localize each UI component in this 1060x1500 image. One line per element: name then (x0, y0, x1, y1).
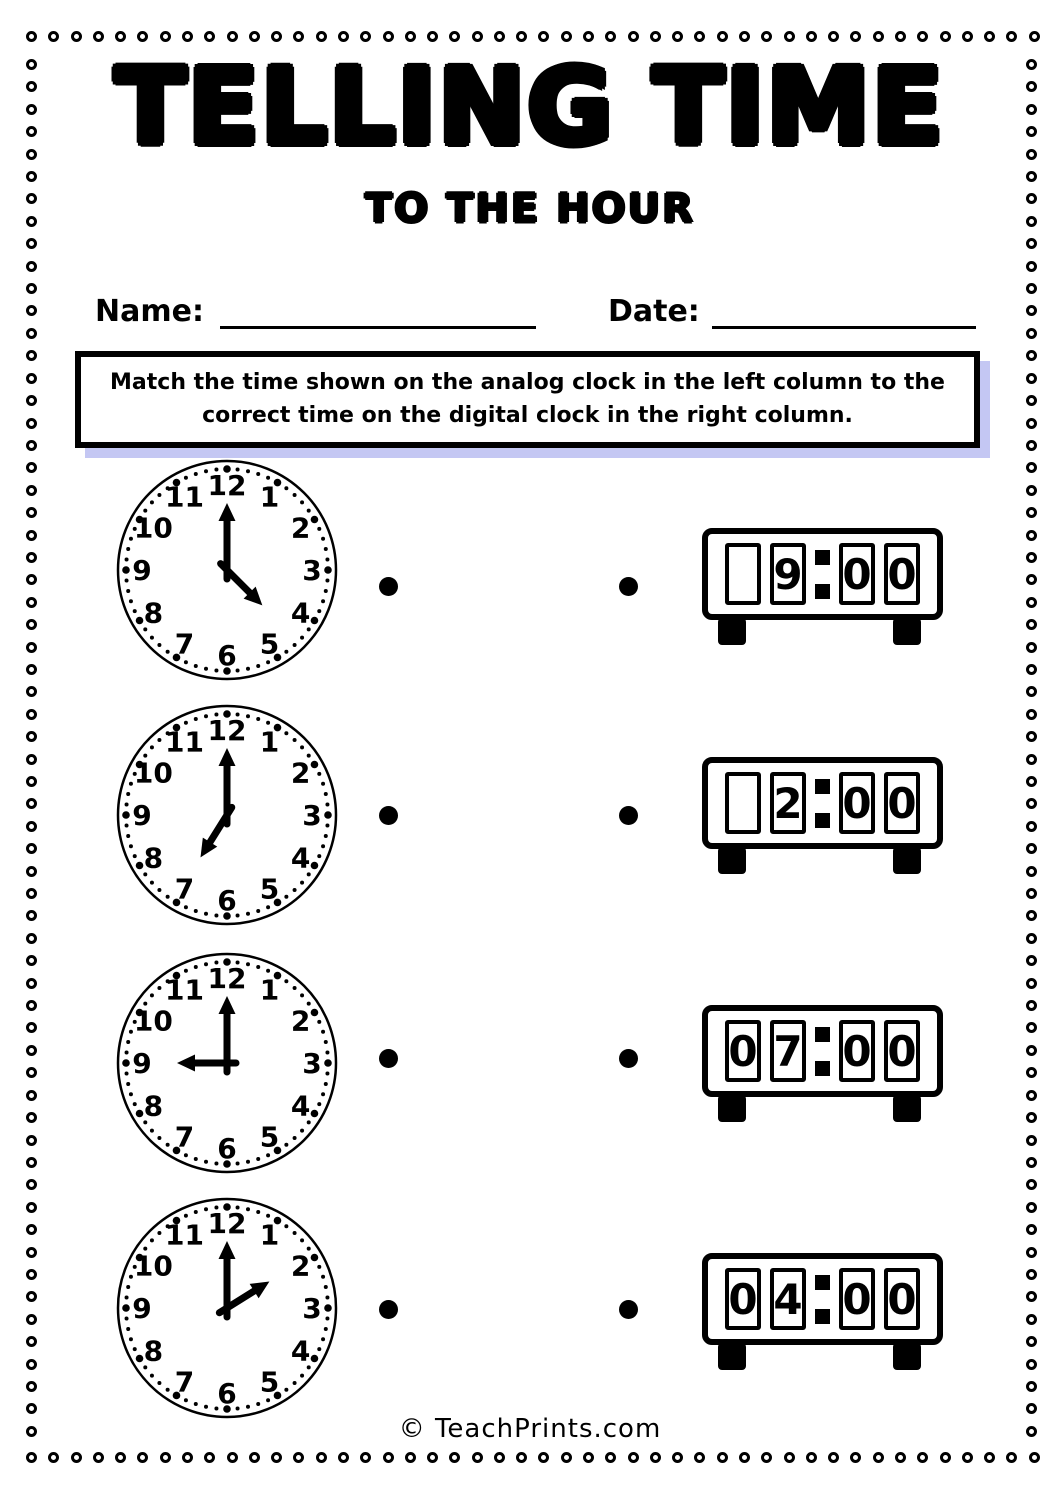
digital-clock-display (702, 1253, 943, 1345)
matching-dot-right-3[interactable] (619, 1049, 638, 1068)
digit-box: 2 (770, 772, 806, 834)
svg-text:10: 10 (133, 511, 173, 545)
svg-text:1: 1 (259, 973, 280, 1007)
digital-clock-display (702, 528, 943, 620)
svg-text:2: 2 (290, 1249, 311, 1283)
svg-text:9: 9 (132, 1047, 152, 1080)
matching-dot-right-2[interactable] (619, 806, 638, 825)
svg-text:5: 5 (259, 1365, 280, 1399)
name-label: Name: (95, 294, 204, 329)
svg-text:11: 11 (165, 725, 204, 759)
svg-text:3: 3 (302, 554, 322, 587)
instruction-line-1: Match the time shown on the analog clock in the left column to the (110, 370, 945, 395)
clock-foot (718, 1095, 746, 1122)
digit-box: 0 (884, 1020, 920, 1082)
clock-foot (718, 618, 746, 645)
digit-box: 0 (884, 1268, 920, 1330)
page-subtitle: TO THE HOUR (365, 186, 695, 232)
digital-clock-display (702, 757, 943, 849)
clock-foot (893, 1343, 921, 1370)
svg-text:1: 1 (259, 480, 280, 514)
digit-box: 0 (839, 1268, 875, 1330)
clock-foot (893, 618, 921, 645)
svg-text:12: 12 (207, 1207, 247, 1240)
dotted-border-left (26, 59, 37, 1437)
clock-foot (718, 847, 746, 874)
digital-clock-3 (702, 1005, 943, 1123)
svg-text:3: 3 (302, 799, 322, 832)
svg-text:12: 12 (207, 962, 247, 995)
svg-text:6: 6 (217, 1377, 237, 1410)
instruction-box (75, 351, 980, 448)
digit-box: 0 (725, 1020, 761, 1082)
instruction-line-2: correct time on the digital clock in the right column. (202, 403, 853, 428)
svg-text:2: 2 (290, 1004, 311, 1038)
svg-text:10: 10 (133, 1249, 173, 1283)
dotted-border-top (26, 31, 1040, 42)
svg-text:6: 6 (217, 884, 237, 917)
svg-text:10: 10 (133, 1004, 173, 1038)
svg-text:6: 6 (217, 639, 237, 672)
svg-text:1: 1 (259, 1218, 280, 1252)
matching-dot-left-4[interactable] (379, 1300, 398, 1319)
digit-box: 0 (884, 772, 920, 834)
digit-box: 0 (839, 1020, 875, 1082)
digit-box (725, 543, 761, 605)
matching-dot-right-4[interactable] (619, 1300, 638, 1319)
svg-text:9: 9 (132, 554, 152, 587)
digit-box: 0 (839, 543, 875, 605)
clock-foot (718, 1343, 746, 1370)
svg-text:8: 8 (143, 596, 164, 630)
svg-text:9: 9 (132, 799, 152, 832)
colon-separator (815, 1275, 830, 1324)
colon-separator (815, 779, 830, 828)
svg-text:8: 8 (143, 1089, 164, 1123)
analog-clock-2 (115, 703, 339, 927)
svg-text:3: 3 (302, 1047, 322, 1080)
svg-text:1: 1 (259, 725, 280, 759)
digit-box: 9 (770, 543, 806, 605)
digit-box: 4 (770, 1268, 806, 1330)
svg-text:11: 11 (165, 973, 204, 1007)
svg-text:2: 2 (290, 756, 311, 790)
digit-box: 0 (839, 772, 875, 834)
dotted-border-right (1026, 59, 1037, 1437)
colon-separator (815, 1027, 830, 1076)
name-input-line[interactable] (220, 294, 536, 329)
svg-text:11: 11 (165, 1218, 204, 1252)
digital-clock-4 (702, 1253, 943, 1371)
svg-text:6: 6 (217, 1132, 237, 1165)
svg-text:12: 12 (207, 469, 247, 502)
name-date-row (95, 294, 976, 329)
svg-text:8: 8 (143, 1334, 164, 1368)
svg-text:4: 4 (290, 841, 311, 875)
svg-text:4: 4 (290, 1089, 311, 1123)
svg-text:5: 5 (259, 872, 280, 906)
svg-text:2: 2 (290, 511, 311, 545)
footer-credit: © TeachPrints.com (398, 1414, 662, 1444)
svg-text:7: 7 (174, 872, 195, 906)
analog-clock-1 (115, 458, 339, 682)
svg-text:11: 11 (165, 480, 204, 514)
dotted-border-bottom (26, 1452, 1040, 1463)
matching-dot-left-2[interactable] (379, 806, 398, 825)
colon-separator (815, 550, 830, 599)
digit-box: 0 (884, 543, 920, 605)
svg-text:4: 4 (290, 596, 311, 630)
digit-box: 0 (725, 1268, 761, 1330)
svg-text:10: 10 (133, 756, 173, 790)
analog-clock-3 (115, 951, 339, 1175)
digit-box: 7 (770, 1020, 806, 1082)
svg-text:4: 4 (290, 1334, 311, 1368)
digit-box (725, 772, 761, 834)
svg-text:7: 7 (174, 1120, 195, 1154)
clock-foot (893, 1095, 921, 1122)
svg-text:12: 12 (207, 714, 247, 747)
digital-clock-1 (702, 528, 943, 646)
digital-clock-2 (702, 757, 943, 875)
svg-text:9: 9 (132, 1292, 152, 1325)
matching-dot-left-3[interactable] (379, 1049, 398, 1068)
digital-clock-display (702, 1005, 943, 1097)
date-input-line[interactable] (712, 294, 976, 329)
svg-text:5: 5 (259, 1120, 280, 1154)
page-title: TELLING TIME (115, 46, 945, 168)
svg-text:7: 7 (174, 1365, 195, 1399)
svg-text:3: 3 (302, 1292, 322, 1325)
svg-text:7: 7 (174, 627, 195, 661)
svg-text:8: 8 (143, 841, 164, 875)
matching-dot-right-1[interactable] (619, 577, 638, 596)
clock-foot (893, 847, 921, 874)
svg-text:5: 5 (259, 627, 280, 661)
analog-clock-4 (115, 1196, 339, 1420)
matching-dot-left-1[interactable] (379, 577, 398, 596)
date-label: Date: (607, 294, 700, 329)
